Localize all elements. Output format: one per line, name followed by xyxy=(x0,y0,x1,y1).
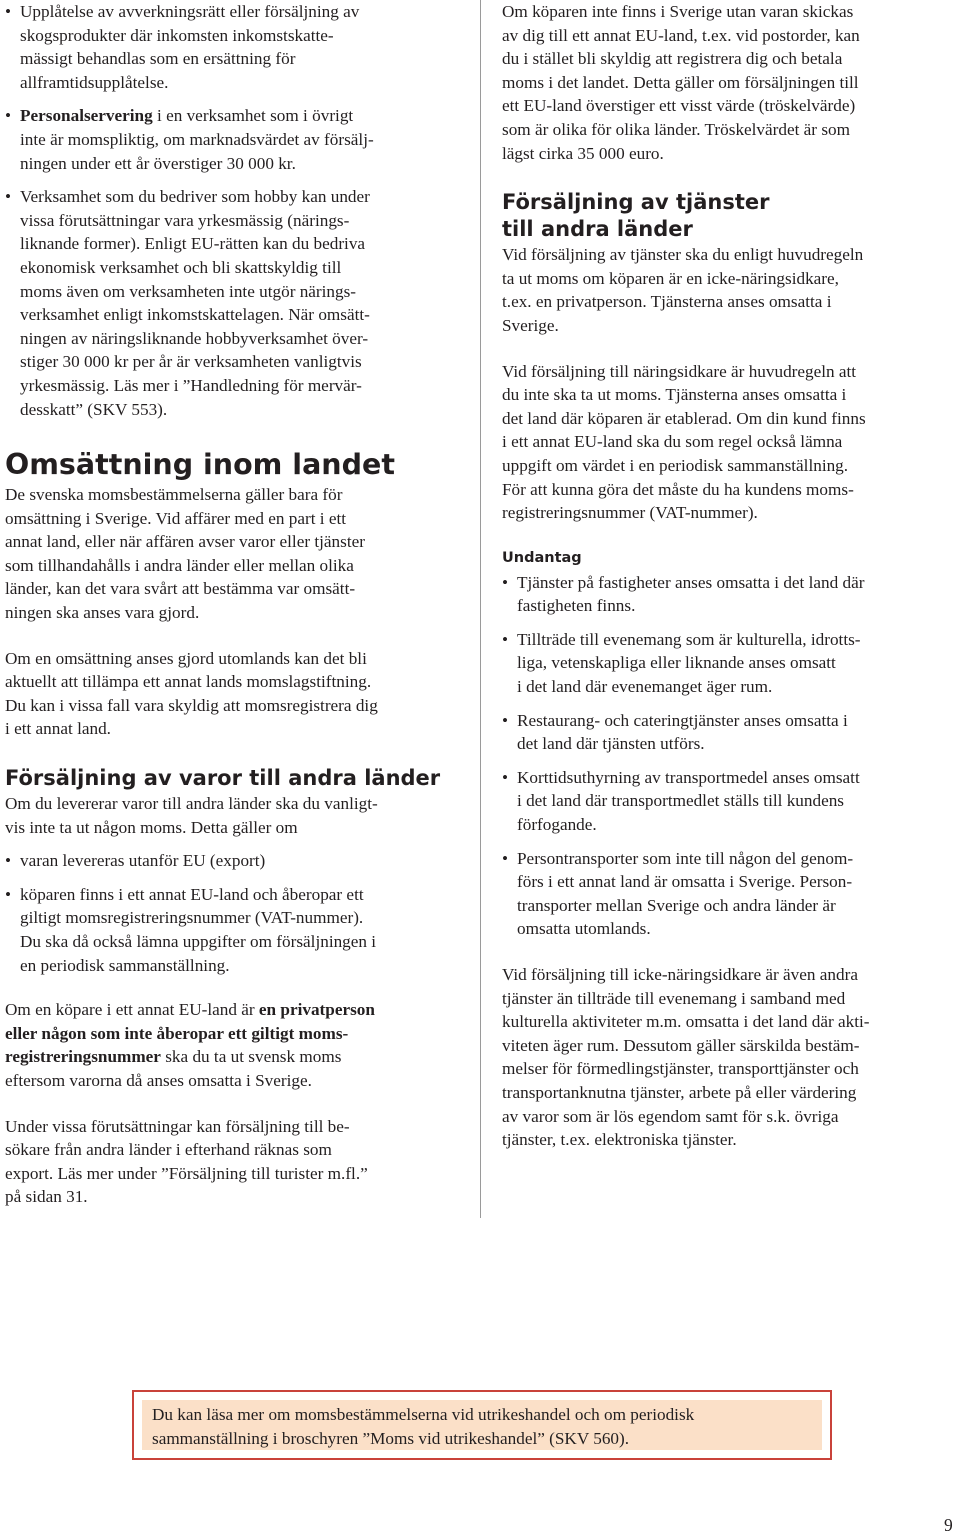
text-line: Vid försäljning till näringsidkare är huvudregeln att xyxy=(502,361,857,381)
text-line: i ett annat EU-land ska du som regel också lämna xyxy=(502,432,843,452)
text-line: Om en köpare i ett annat EU-land är xyxy=(5,1000,259,1020)
text-line: ningen ska anses vara gjord. xyxy=(5,603,200,623)
bold-term: registreringsnummer xyxy=(5,1047,161,1067)
text-line: Sverige. xyxy=(502,315,559,335)
paragraph xyxy=(5,647,460,741)
text-line: Du kan läsa mer om momsbestämmelserna vid utrikeshandel och om periodisk xyxy=(152,1405,695,1424)
text-line: förs i ett annat land är omsatta i Sverige. Person- xyxy=(517,872,853,892)
text-line: Om köparen inte finns i Sverige utan varan skickas xyxy=(502,2,854,21)
text-line: giltigt momsregistreringsnummer (VAT-nummer). xyxy=(20,908,364,928)
text-line: aktuellt att tillämpa ett annat lands momslagstiftning. xyxy=(5,672,372,692)
paragraph xyxy=(5,998,460,1092)
heading-line: till andra länder xyxy=(502,217,693,242)
paragraph xyxy=(502,243,954,337)
text-line: yrkesmässig. Läs mer i ”Handledning för mervär- xyxy=(20,375,362,395)
text-line: allframtidsupplåtelse. xyxy=(20,72,169,92)
paragraph xyxy=(502,963,954,1152)
text-line: ska du ta ut svensk moms xyxy=(160,1047,342,1067)
heading-omsattning: Omsättning inom landet xyxy=(5,448,395,482)
text-line: moms även om verksamheten inte utgör närings- xyxy=(20,281,357,301)
text-line: För att kunna göra det måste du ha kundens moms- xyxy=(502,479,854,499)
text-line: Korttidsuthyrning av transportmedel anses omsatt xyxy=(517,767,860,787)
list-item xyxy=(502,847,954,941)
text-line: sammanställning i broschyren ”Moms vid utrikeshandel” (SKV 560). xyxy=(152,1428,630,1448)
text-line: Verksamhet som du bedriver som hobby kan under xyxy=(20,187,370,207)
text-line: t.ex. en privatperson. Tjänsterna anses omsatta i xyxy=(502,292,832,312)
text-line: som tillhandahålls i andra länder eller mellan olika xyxy=(5,555,354,575)
text-line: vis inte ta ut någon moms. Detta gäller om xyxy=(5,817,298,837)
text-line: det land där tjänsten utförs. xyxy=(517,734,705,754)
list-item xyxy=(502,766,954,837)
text-line: Restaurang- och cateringtjänster anses omsatta i xyxy=(517,710,848,730)
text-line: i ett annat land. xyxy=(5,719,111,739)
text-line: lägst cirka 35 000 euro. xyxy=(502,143,664,163)
text-line: av varor som är lös egendom samt för s.k. övriga xyxy=(502,1106,839,1126)
text-line: registreringsnummer (VAT-nummer). xyxy=(502,503,758,523)
text-line: du inte ska ta ut moms. Tjänsterna anses omsatta i xyxy=(502,385,847,405)
text-line: annat land, eller när affären avser varor eller tjänster xyxy=(5,532,365,552)
list-item xyxy=(5,883,460,977)
text-line: stiger 30 000 kr per år är verksamheten vanligtvis xyxy=(20,352,362,372)
list-item xyxy=(502,709,954,756)
text-line: tjänster, t.ex. elektroniska tjänster. xyxy=(502,1130,737,1150)
info-box-content xyxy=(142,1400,822,1450)
text-line: du i stället bli skyldig att registrera dig och betala xyxy=(502,49,843,69)
text-line: Du kan i vissa fall vara skyldig att momsregistrera dig xyxy=(5,695,378,715)
text-line: skogsprodukter där inkomsten inkomstskatte- xyxy=(20,25,334,45)
text-line: Vid försäljning till icke-näringsidkare är även andra xyxy=(502,965,858,984)
page-number: 9 xyxy=(944,1515,953,1535)
list-item xyxy=(5,849,460,873)
text-line: verksamhet enligt inkomstskattelagen. När omsätt- xyxy=(20,305,370,325)
paragraph xyxy=(5,483,460,625)
text-line: förfogande. xyxy=(517,815,597,835)
paragraph xyxy=(502,360,954,525)
right-column xyxy=(502,0,954,1152)
heading-undantag: Undantag xyxy=(502,549,582,566)
paragraph xyxy=(5,792,460,839)
text-line: liga, vetenskapliga eller liknande anses omsatt xyxy=(517,653,836,673)
text-line: det land där köparen är etablerad. Om din kund finns xyxy=(502,408,866,428)
text-line: Upplåtelse av avverkningsrätt eller försäljning av xyxy=(20,2,360,21)
list-item xyxy=(5,185,460,421)
text-line: i det land där evenemanget äger rum. xyxy=(517,677,773,697)
heading-varor: Försäljning av varor till andra länder xyxy=(5,766,441,791)
text-line: ta ut moms om köparen är en icke-näringsidkare, xyxy=(502,268,839,288)
paragraph xyxy=(5,1115,460,1209)
heading-tjanster xyxy=(502,189,954,243)
text-line: vissa förutsättningar vara yrkesmässig (närings- xyxy=(20,210,350,230)
text-line: Persontransporter som inte till någon del genom- xyxy=(517,848,854,868)
text-line: en periodisk sammanställning. xyxy=(20,955,230,975)
undantag-bullet-list xyxy=(502,571,954,941)
text-line: ningen under ett år överstiger 30 000 kr. xyxy=(20,153,296,173)
text-line: transportanknutna tjänster, arbete på eller värdering xyxy=(502,1082,857,1102)
text-line: Du ska då också lämna uppgifter om försäljningen i xyxy=(20,932,377,951)
text-line: Om en omsättning anses gjord utomlands kan det bli xyxy=(5,648,367,668)
text-line: Vid försäljning av tjänster ska du enligt huvudregeln xyxy=(502,245,864,265)
text-line: inte är momspliktig, om marknadsvärdet av försälj- xyxy=(20,129,374,149)
bold-term: Personalservering xyxy=(20,106,153,126)
text-line: ekonomisk verksamhet och bli skattskyldig till xyxy=(20,257,342,277)
text-line: transporter mellan Sverige och andra länder är xyxy=(517,895,836,915)
paragraph xyxy=(502,0,954,165)
text-line: liknande former). Enligt EU-rätten kan du bedriva xyxy=(20,234,366,254)
text-line: köparen finns i ett annat EU-land och åberopar ett xyxy=(20,884,364,904)
text-line: länder, kan det vara svårt att bestämma var omsätt- xyxy=(5,579,356,599)
text-line: sökare från andra länder i efterhand räknas som xyxy=(5,1140,332,1160)
text-line: av dig till ett annat EU-land, t.ex. vid postorder, kan xyxy=(502,25,860,45)
top-bullet-list xyxy=(5,0,460,421)
column-divider xyxy=(480,0,481,1218)
text-line: omsatta utomlands. xyxy=(517,919,651,939)
text-line: Under vissa förutsättningar kan försäljning till be- xyxy=(5,1116,350,1136)
text-line: viteten äger rum. Dessutom gäller särskilda bestäm- xyxy=(502,1035,860,1055)
text-line: export. Läs mer under ”Försäljning till turister m.fl.” xyxy=(5,1163,368,1183)
text-line: moms i det landet. Detta gäller om försäljningen till xyxy=(502,72,859,92)
text-line: desskatt” (SKV 553). xyxy=(20,399,168,419)
info-box xyxy=(132,1390,832,1460)
list-item xyxy=(5,104,460,175)
text-line: fastigheten finns. xyxy=(517,596,636,616)
list-item xyxy=(5,0,460,94)
text-line: ett EU-land överstiger ett visst värde (tröskelvärde) xyxy=(502,96,856,116)
text-line: ningen av näringsliknande hobbyverksamhet över- xyxy=(20,328,369,348)
heading-line: Försäljning av tjänster xyxy=(502,190,770,215)
list-item xyxy=(502,571,954,618)
text-line: De svenska momsbestämmelserna gäller bara för xyxy=(5,485,343,505)
text-line: melser för förmedlingstjänster, transporttjänster och xyxy=(502,1059,859,1079)
text-line: mässigt behandlas som en ersättning för xyxy=(20,49,296,69)
text-line: Tillträde till evenemang som är kulturella, idrotts- xyxy=(517,629,861,649)
text-line: Tjänster på fastigheter anses omsatta i det land där xyxy=(517,572,865,592)
text-line: omsättning i Sverige. Vid affärer med en part i ett xyxy=(5,508,347,528)
text-line: i det land där transportmedlet ställs till kundens xyxy=(517,791,844,811)
list-item xyxy=(502,628,954,699)
text-line: kulturella aktiviteter m.m. omsatta i det land där akti- xyxy=(502,1012,870,1032)
text-line: som är olika för olika länder. Tröskelvärdet är som xyxy=(502,119,850,139)
text-line: i en verksamhet som i övrigt xyxy=(152,106,354,126)
left-column xyxy=(5,0,460,1209)
bold-term: en privatperson xyxy=(258,1000,375,1020)
text-line: eftersom varorna då anses omsatta i Sverige. xyxy=(5,1070,312,1090)
bold-term: eller någon som inte åberopar ett giltigt moms- xyxy=(5,1023,349,1043)
text-line: på sidan 31. xyxy=(5,1187,88,1207)
text-line: tjänster än tillträde till evenemang i samband med xyxy=(502,988,846,1008)
text-line: Om du levererar varor till andra länder ska du vanligt- xyxy=(5,794,378,814)
text-line: uppgift om värdet i en periodisk sammanställning. xyxy=(502,455,849,475)
text-line: varan levereras utanför EU (export) xyxy=(20,851,266,871)
varor-bullet-list xyxy=(5,849,460,977)
